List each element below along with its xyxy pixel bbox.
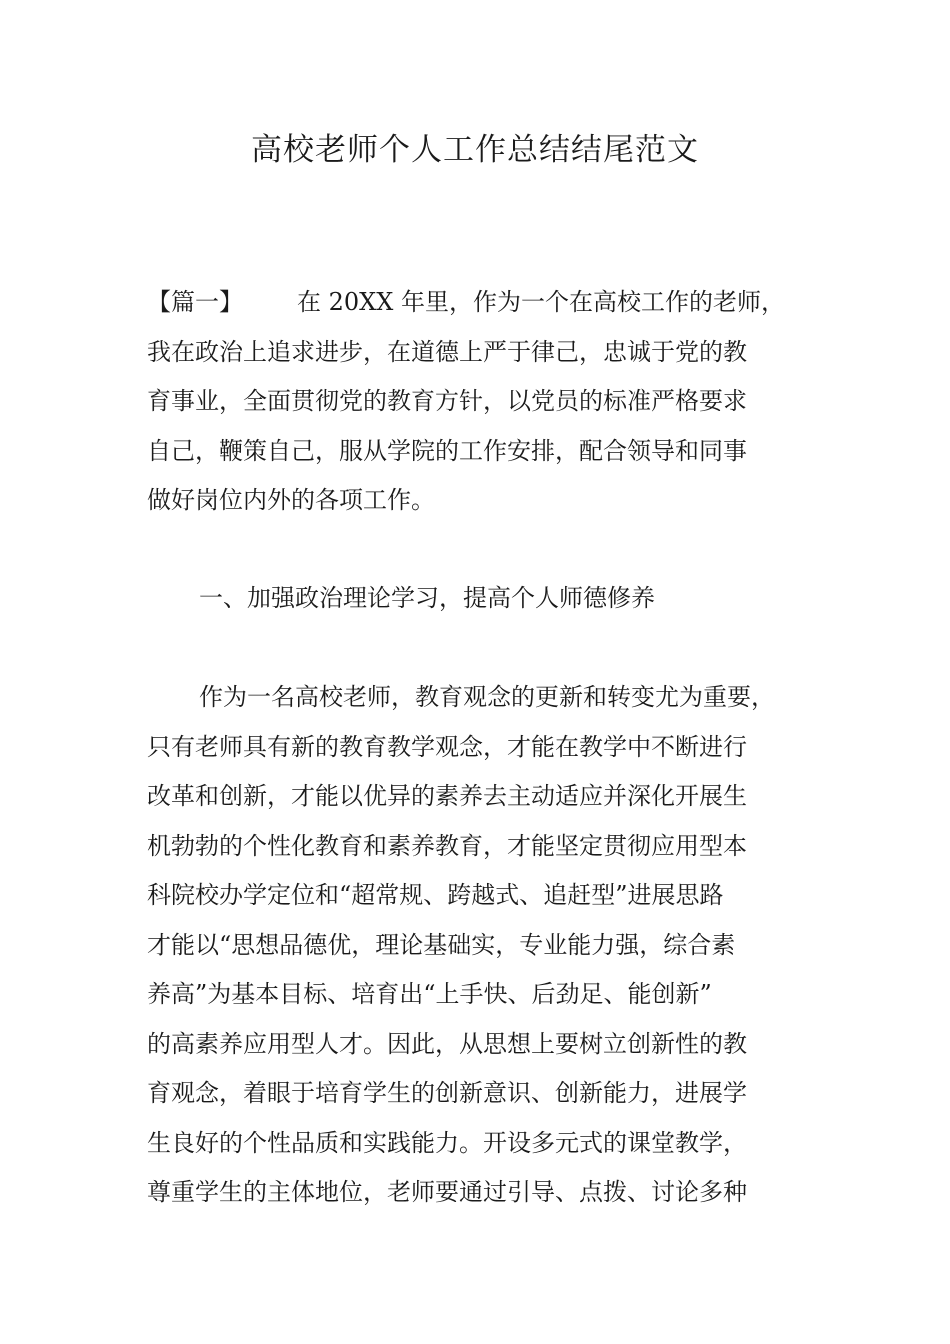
paragraph-first-line: 在 20XX 年里，作为一个在高校工作的老师， — [297, 288, 785, 316]
paragraph-line: 的高素养应用型人才。因此，从思想上要树立创新性的教 — [147, 1029, 747, 1058]
section-heading-paragraph — [147, 574, 817, 624]
body-paragraph — [147, 673, 817, 1218]
paragraph-line: 才能以“思想品德优，理论基础实，专业能力强，综合素 — [147, 930, 736, 959]
section-one-paragraph — [147, 278, 817, 526]
paragraph-line: 自己，鞭策自己，服从学院的工作安排，配合领导和同事 — [147, 436, 747, 465]
section-heading — [147, 574, 817, 624]
paragraph-line: 做好岗位内外的各项工作。 — [147, 486, 435, 514]
paragraph-line: 改革和创新，才能以优异的素养去主动适应并深化开展生 — [147, 782, 747, 810]
paragraph-line: 只有老师具有新的教育教学观念，才能在教学中不断进行 — [147, 732, 747, 761]
paragraph-line — [147, 673, 817, 723]
section-tag: 【篇一】 — [147, 288, 243, 316]
paragraph-line: 科院校办学定位和“超常规、跨越式、追赶型”进展思路 — [147, 881, 724, 909]
paragraph-first-line: 作为一名高校老师，教育观念的更新和转变尤为重要， — [199, 683, 775, 711]
document-title: 高校老师个人工作总结结尾范文 — [251, 132, 699, 168]
paragraph-line: 育事业，全面贯彻党的教育方针，以党员的标准严格要求 — [147, 387, 747, 415]
paragraph-line: 育观念，着眼于培育学生的创新意识、创新能力，进展学 — [147, 1079, 747, 1107]
paragraph-line — [147, 278, 817, 328]
paragraph-line: 生良好的个性品质和实践能力。开设多元式的课堂教学， — [147, 1128, 747, 1157]
paragraph-line: 我在政治上追求进步，在道德上严于律己，忠诚于党的教 — [147, 337, 747, 366]
paragraph-line: 尊重学生的主体地位，老师要通过引导、点拨、讨论多种 — [147, 1178, 747, 1206]
paragraph-line: 养高”为基本目标、培育出“上手快、后劲足、能创新” — [147, 980, 712, 1008]
section-heading-text: 一、加强政治理论学习，提高个人师德修养 — [199, 584, 655, 612]
paragraph-line: 机勃勃的个性化教育和素养教育，才能坚定贯彻应用型本 — [147, 831, 747, 860]
